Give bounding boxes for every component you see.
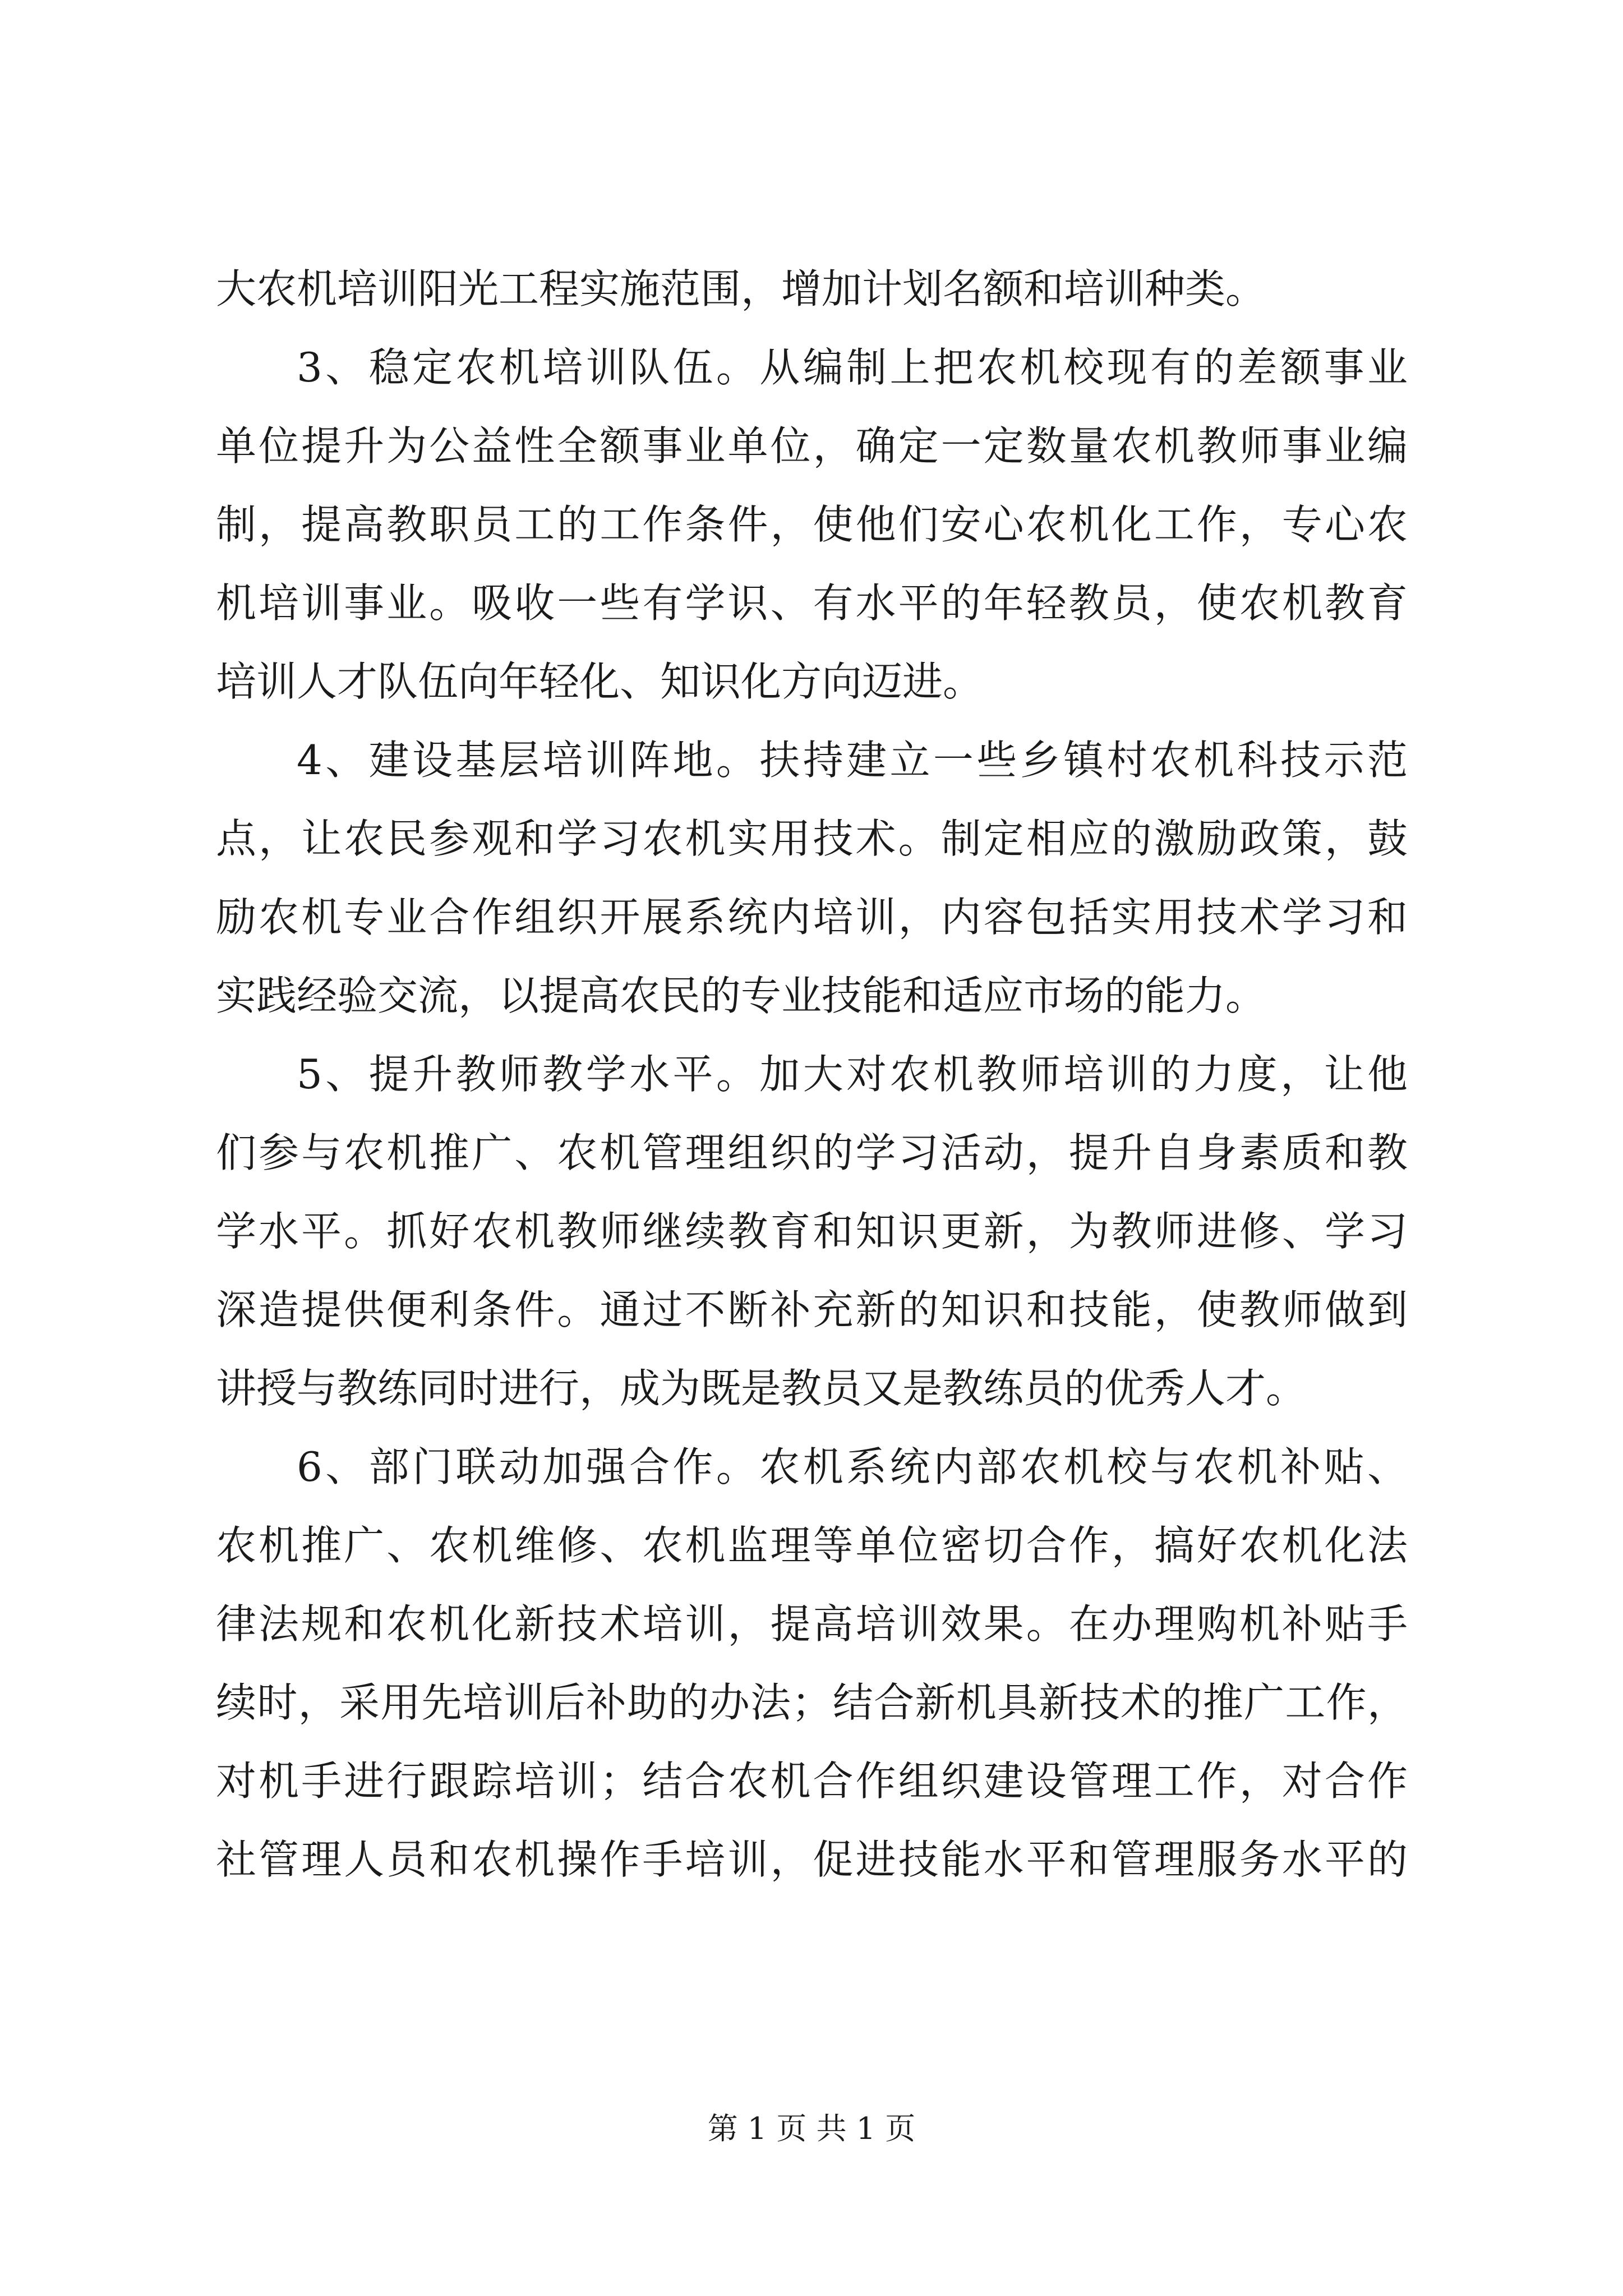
text-line: 讲授与教练同时进行，成为既是教员又是教练员的优秀人才。 <box>216 1365 1307 1412</box>
text-line: 机培训事业。吸收一些有学识、有水平的年轻教员，使农机教育 <box>216 579 1408 627</box>
text-line: 对机手进行跟踪培训；结合农机合作组织建设管理工作，对合作 <box>216 1757 1408 1805</box>
text-line: 们参与农机推广、农机管理组织的学习活动，提升自身素质和教 <box>216 1129 1408 1176</box>
text-line: 点，让农民参观和学习农机实用技术。制定相应的激励政策，鼓 <box>216 815 1408 862</box>
text-line: 培训人才队伍向年轻化、知识化方向迈进。 <box>216 658 984 705</box>
text-line: 3、稳定农机培训队伍。从编制上把农机校现有的差额事业 <box>297 344 1408 391</box>
page-footer: 第 1 页 共 1 页 <box>707 2111 916 2146</box>
text-line: 5、提升教师教学水平。加大对农机教师培训的力度，让他 <box>297 1051 1408 1098</box>
text-line: 单位提升为公益性全额事业单位，确定一定数量农机教师事业编 <box>216 422 1408 470</box>
document-body <box>216 250 1408 1899</box>
text-line: 励农机专业合作组织开展系统内培训，内容包括实用技术学习和 <box>216 894 1408 941</box>
text-line: 社管理人员和农机操作手培训，促进技能水平和管理服务水平的 <box>216 1836 1408 1883</box>
text-line: 制，提高教职员工的工作条件，使他们安心农机化工作，专心农 <box>216 501 1408 548</box>
text-line: 续时，采用先培训后补助的办法；结合新机具新技术的推广工作， <box>216 1679 1408 1726</box>
text-line: 4、建设基层培训阵地。扶持建立一些乡镇村农机科技示范 <box>297 737 1408 784</box>
text-line: 大农机培训阳光工程实施范围，增加计划名额和培训种类。 <box>216 265 1266 312</box>
text-line: 学水平。抓好农机教师继续教育和知识更新，为教师进修、学习 <box>216 1208 1408 1255</box>
text-line: 农机推广、农机维修、农机监理等单位密切合作，搞好农机化法 <box>216 1522 1408 1569</box>
text-line: 律法规和农机化新技术培训，提高培训效果。在办理购机补贴手 <box>216 1600 1408 1648</box>
text-line: 实践经验交流，以提高农民的专业技能和适应市场的能力。 <box>216 972 1266 1019</box>
text-line: 深造提供便利条件。通过不断补充新的知识和技能，使教师做到 <box>216 1286 1408 1333</box>
text-line: 6、部门联动加强合作。农机系统内部农机校与农机补贴、 <box>297 1443 1408 1490</box>
